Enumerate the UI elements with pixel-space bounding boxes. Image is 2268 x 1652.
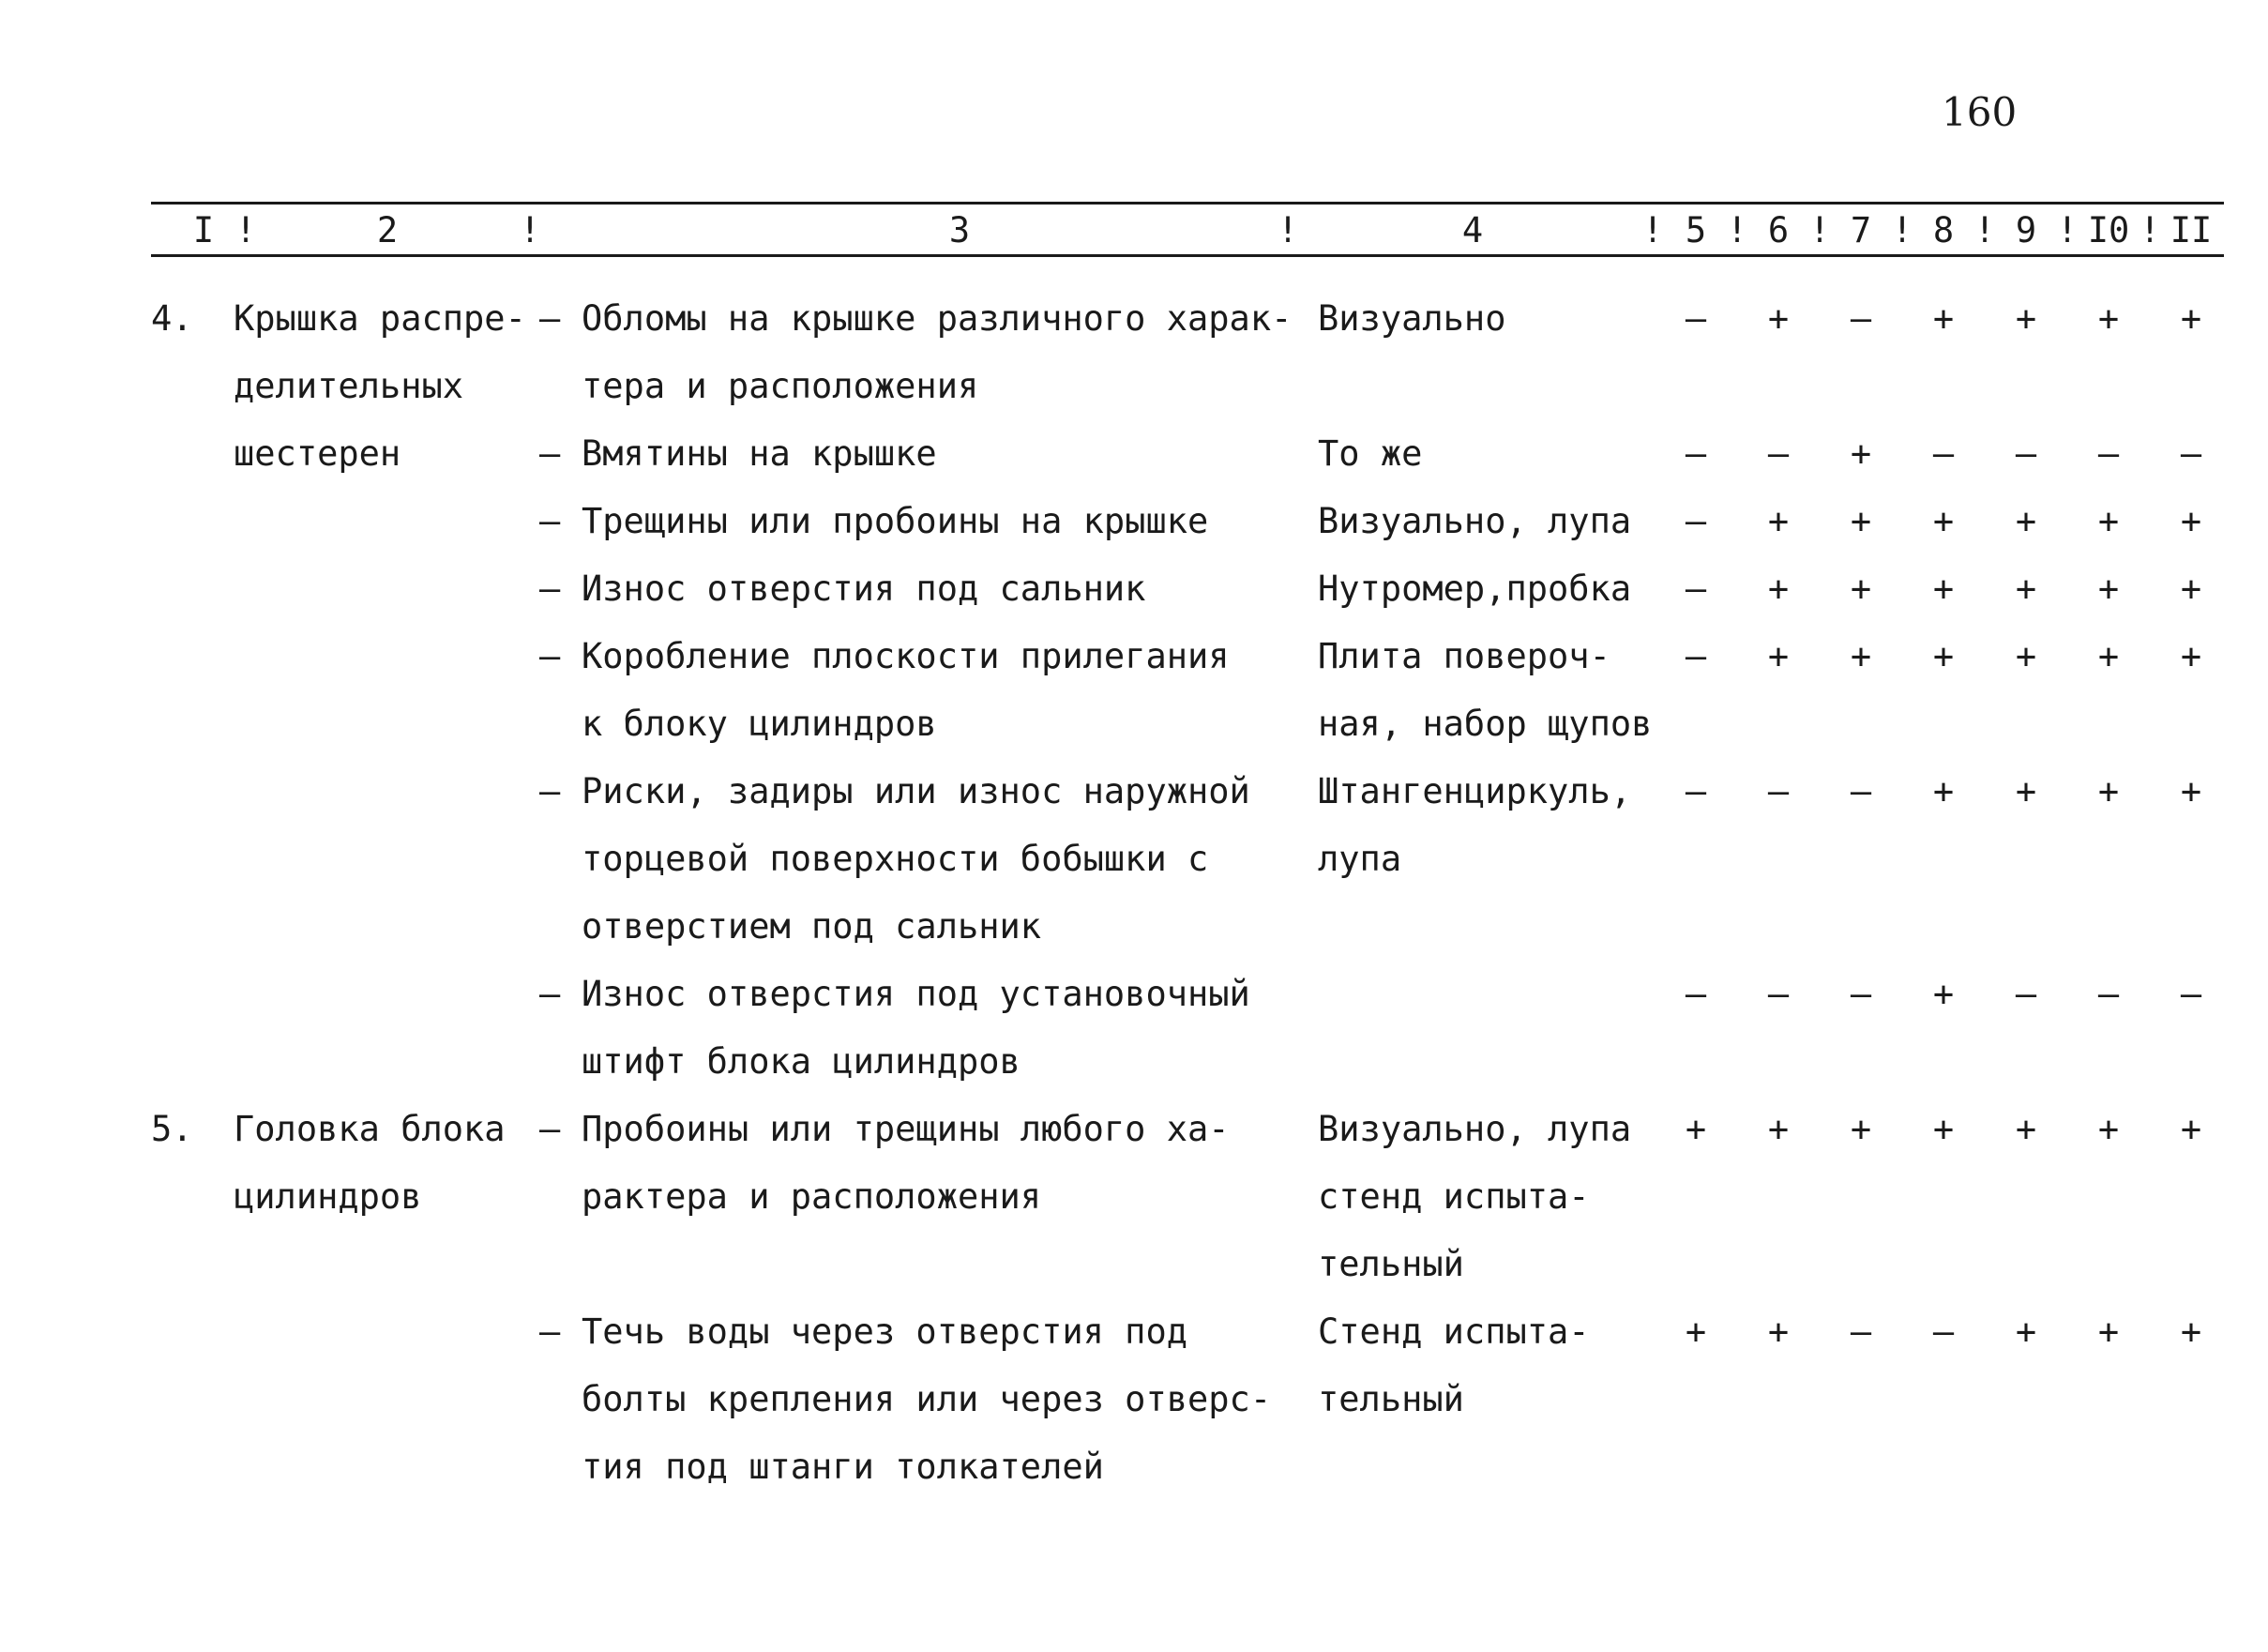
- applicability-mark: –: [1850, 974, 1872, 1014]
- applicability-mark: +: [2015, 771, 2037, 811]
- applicability-mark: +: [1767, 501, 1790, 541]
- column-separator: !: [519, 210, 541, 250]
- defect-dash: –: [539, 433, 561, 474]
- page-number: 160: [1942, 89, 2018, 135]
- applicability-mark: +: [2097, 1311, 2120, 1352]
- defect-dash: –: [539, 501, 561, 541]
- inspection-method-line: Стенд испыта-: [1318, 1311, 1590, 1352]
- applicability-mark: +: [1767, 1109, 1790, 1149]
- column-header-7: 7: [1850, 210, 1872, 250]
- inspection-method-line: тельный: [1318, 1379, 1464, 1419]
- applicability-mark: +: [1685, 1109, 1707, 1149]
- defect-description-line: болты крепления или через отверс-: [582, 1379, 1272, 1419]
- item-number: 5.: [151, 1109, 193, 1149]
- applicability-mark: +: [1932, 501, 1955, 541]
- top-rule: [151, 202, 2224, 205]
- applicability-mark: –: [1767, 974, 1790, 1014]
- applicability-mark: +: [1767, 568, 1790, 609]
- defect-description-line: Пробоины или трещины любого ха-: [582, 1109, 1230, 1149]
- applicability-mark: +: [1932, 974, 1955, 1014]
- column-header-10: I0: [2087, 210, 2130, 250]
- applicability-mark: –: [1685, 568, 1707, 609]
- applicability-mark: –: [2097, 433, 2120, 474]
- column-separator: !: [1726, 210, 1748, 250]
- column-header-4: 4: [1461, 210, 1484, 250]
- column-separator: !: [2139, 210, 2161, 250]
- defect-dash: –: [539, 568, 561, 609]
- applicability-mark: –: [1685, 501, 1707, 541]
- column-separator: !: [2056, 210, 2079, 250]
- applicability-mark: –: [1932, 1311, 1955, 1352]
- applicability-mark: +: [2180, 1311, 2202, 1352]
- defect-description-line: штифт блока цилиндров: [582, 1041, 1021, 1082]
- applicability-mark: +: [2097, 568, 2120, 609]
- applicability-mark: +: [2015, 501, 2037, 541]
- part-name-line: шестерен: [234, 433, 401, 474]
- applicability-mark: +: [1932, 771, 1955, 811]
- applicability-mark: +: [1932, 636, 1955, 676]
- defect-description-line: Износ отверстия под сальник: [582, 568, 1146, 609]
- column-separator: !: [1973, 210, 1996, 250]
- inspection-method-line: Визуально, лупа: [1318, 1109, 1632, 1149]
- applicability-mark: +: [1932, 298, 1955, 339]
- applicability-mark: +: [1767, 298, 1790, 339]
- inspection-method-line: тельный: [1318, 1244, 1464, 1284]
- column-header-3: 3: [948, 210, 971, 250]
- applicability-mark: +: [2097, 298, 2120, 339]
- applicability-mark: +: [1685, 1311, 1707, 1352]
- applicability-mark: +: [2180, 501, 2202, 541]
- column-header-6: 6: [1767, 210, 1790, 250]
- defect-description-line: к блоку цилиндров: [582, 704, 937, 744]
- defect-description-line: торцевой поверхности бобышки с: [582, 839, 1209, 879]
- applicability-mark: –: [1685, 974, 1707, 1014]
- applicability-mark: +: [2180, 771, 2202, 811]
- column-header-5: 5: [1685, 210, 1707, 250]
- part-name-line: Крышка распре-: [234, 298, 526, 339]
- applicability-mark: +: [2180, 298, 2202, 339]
- defect-description-line: тера и расположения: [582, 366, 979, 406]
- defect-description-line: тия под штанги толкателей: [582, 1447, 1104, 1487]
- defect-description-line: Риски, задиры или износ наружной: [582, 771, 1250, 811]
- defect-dash: –: [539, 298, 561, 339]
- applicability-mark: +: [2097, 771, 2120, 811]
- applicability-mark: +: [2015, 1311, 2037, 1352]
- defect-description-line: Обломы на крышке различного харак-: [582, 298, 1293, 339]
- applicability-mark: –: [1767, 433, 1790, 474]
- column-separator: !: [1277, 210, 1299, 250]
- inspection-method-line: Визуально: [1318, 298, 1506, 339]
- applicability-mark: +: [2097, 1109, 2120, 1149]
- applicability-mark: –: [1685, 433, 1707, 474]
- inspection-method-line: Нутромер,пробка: [1318, 568, 1632, 609]
- inspection-method-line: Плита повероч-: [1318, 636, 1610, 676]
- column-header-9: 9: [2015, 210, 2037, 250]
- inspection-method-line: лупа: [1318, 839, 1402, 879]
- applicability-mark: –: [1850, 771, 1872, 811]
- applicability-mark: +: [2015, 298, 2037, 339]
- column-separator: !: [1891, 210, 1913, 250]
- applicability-mark: +: [1850, 636, 1872, 676]
- applicability-mark: +: [2180, 636, 2202, 676]
- part-name-line: делительных: [234, 366, 464, 406]
- column-header-2: 2: [376, 210, 399, 250]
- inspection-method-line: стенд испыта-: [1318, 1176, 1590, 1217]
- applicability-mark: +: [1850, 568, 1872, 609]
- inspection-method-line: ная, набор щупов: [1318, 704, 1653, 744]
- applicability-mark: –: [2097, 974, 2120, 1014]
- applicability-mark: –: [1685, 636, 1707, 676]
- applicability-mark: –: [2180, 974, 2202, 1014]
- column-separator: !: [1808, 210, 1831, 250]
- applicability-mark: –: [1850, 298, 1872, 339]
- defect-dash: –: [539, 636, 561, 676]
- applicability-mark: +: [1767, 636, 1790, 676]
- defect-dash: –: [539, 1109, 561, 1149]
- defect-description-line: Коробление плоскости прилегания: [582, 636, 1230, 676]
- column-separator: !: [234, 210, 257, 250]
- applicability-mark: +: [1850, 433, 1872, 474]
- column-separator: !: [1641, 210, 1664, 250]
- inspection-method-line: Штангенциркуль,: [1318, 771, 1632, 811]
- defect-description-line: Износ отверстия под установочный: [582, 974, 1250, 1014]
- applicability-mark: –: [2180, 433, 2202, 474]
- applicability-mark: +: [1850, 501, 1872, 541]
- defect-description-line: Вмятины на крышке: [582, 433, 937, 474]
- applicability-mark: +: [1767, 1311, 1790, 1352]
- part-name-line: цилиндров: [234, 1176, 422, 1217]
- applicability-mark: +: [2097, 501, 2120, 541]
- column-header-11: II: [2170, 210, 2213, 250]
- applicability-mark: –: [1850, 1311, 1872, 1352]
- applicability-mark: –: [1685, 771, 1707, 811]
- applicability-mark: –: [2015, 974, 2037, 1014]
- item-number: 4.: [151, 298, 193, 339]
- defect-dash: –: [539, 771, 561, 811]
- column-header-8: 8: [1932, 210, 1955, 250]
- applicability-mark: +: [1850, 1109, 1872, 1149]
- applicability-mark: –: [2015, 433, 2037, 474]
- part-name-line: Головка блока: [234, 1109, 506, 1149]
- inspection-method-line: То же: [1318, 433, 1423, 474]
- column-header-1: I: [192, 210, 215, 250]
- applicability-mark: +: [2015, 568, 2037, 609]
- applicability-mark: –: [1932, 433, 1955, 474]
- applicability-mark: +: [2180, 568, 2202, 609]
- defect-dash: –: [539, 974, 561, 1014]
- applicability-mark: +: [2180, 1109, 2202, 1149]
- defect-description-line: Течь воды через отверстия под: [582, 1311, 1188, 1352]
- applicability-mark: +: [1932, 1109, 1955, 1149]
- applicability-mark: –: [1767, 771, 1790, 811]
- defect-description-line: отверстием под сальник: [582, 906, 1042, 947]
- inspection-method-line: Визуально, лупа: [1318, 501, 1632, 541]
- applicability-mark: +: [2015, 1109, 2037, 1149]
- applicability-mark: +: [1932, 568, 1955, 609]
- applicability-mark: –: [1685, 298, 1707, 339]
- applicability-mark: +: [2097, 636, 2120, 676]
- defect-description-line: Трещины или пробоины на крышке: [582, 501, 1209, 541]
- applicability-mark: +: [2015, 636, 2037, 676]
- header-bottom-rule: [151, 254, 2224, 257]
- defect-dash: –: [539, 1311, 561, 1352]
- defect-description-line: рактера и расположения: [582, 1176, 1042, 1217]
